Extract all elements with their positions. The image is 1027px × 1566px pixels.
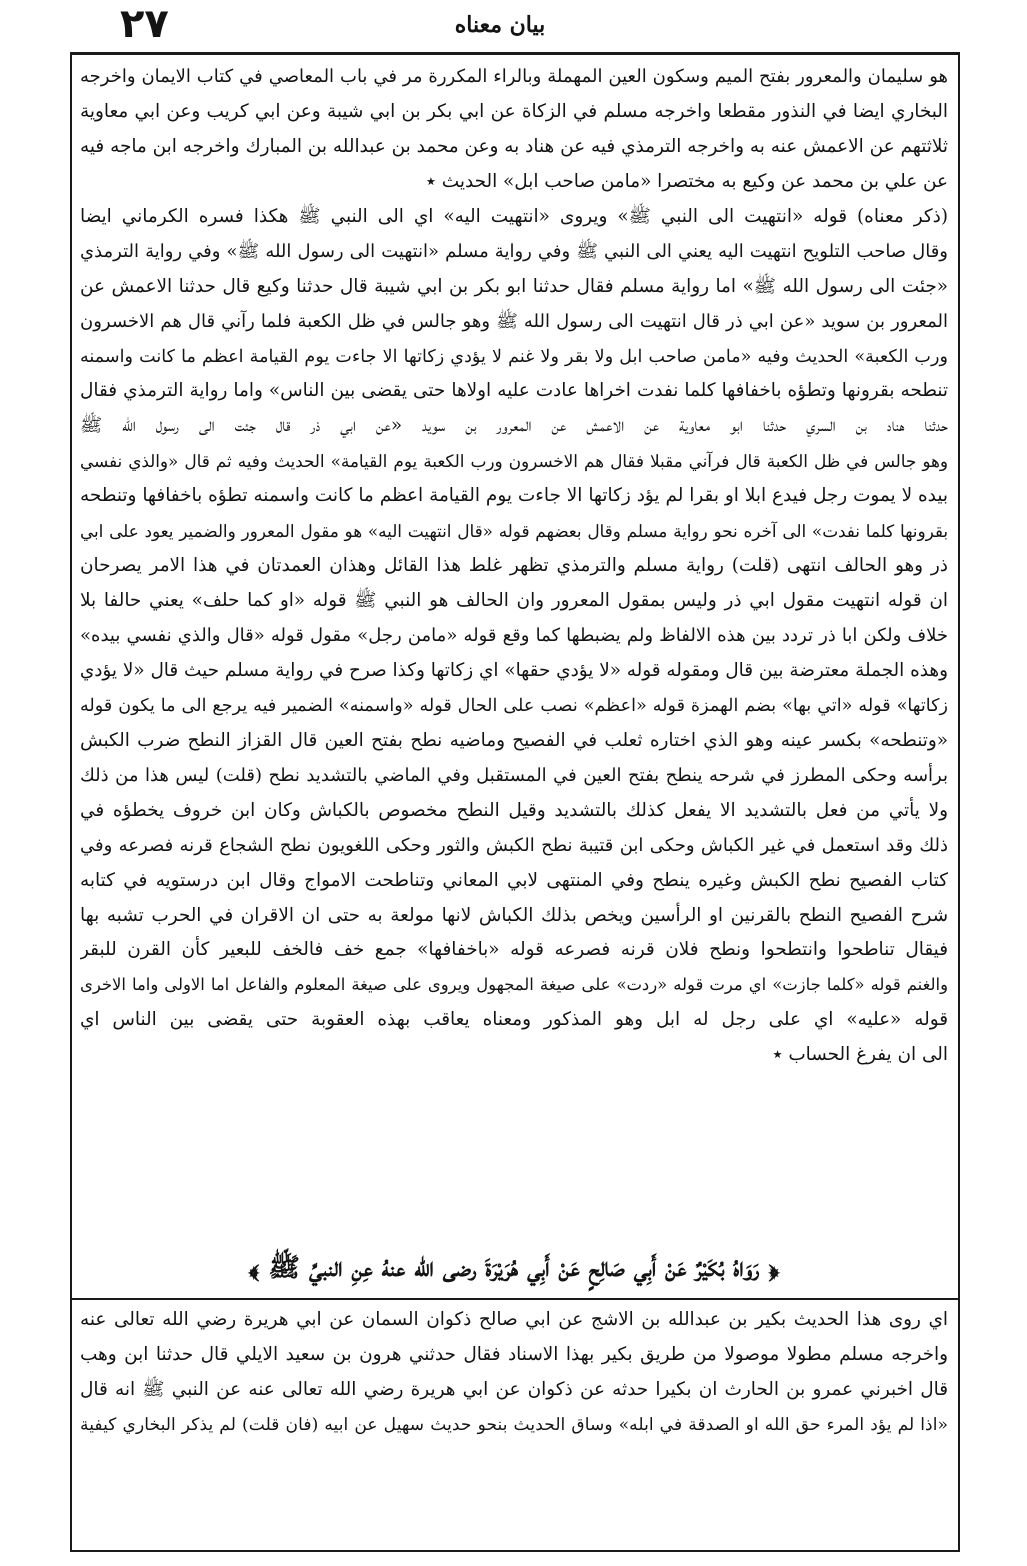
- commentary-line: واخرجه مسلم مطولا موصولا من طريق بكير بهذا الاسناد فقال حدثني هرون بن سعيد الايلي قال حدثنا ابن وهب: [80, 1343, 948, 1365]
- hadith-chain-heading: ﴿ رَوَاهُ بُكَيْرٌ عَنْ أَبِي صَالِحٍ عَنْ أَبِي هُرَيْرَةَ رضى الله عنهُ عِنِ النبيِّ ﷺ ﴾: [248, 1253, 780, 1283]
- commentary-line: والغنم قوله «كلما جازت» اي مرت قوله «ردت» على صيغة المجهول ويروى على صيغة المعلوم والفاعل اما الاولى واما الاخرى: [80, 975, 948, 995]
- commentary-line: ثلاثتهم عن الاعمش عنه به واخرجه الترمذي فيه عن هناد به وعن محمد بن عبدالله بن المبارك واخرجه ابن ماجه فيه: [80, 135, 948, 157]
- commentary-line: اي روى هذا الحديث بكير بن عبدالله بن الاشج عن ابي صالح ذكوان السمان عن ابي هريرة رضي الله تعالى عنه: [80, 1309, 948, 1330]
- section-rule: [72, 1298, 958, 1300]
- chain-commentary-block: [80, 1303, 948, 1443]
- commentary-line: وقال صاحب التلويح انتهيت اليه يعني الى النبي ﷺ وفي رواية مسلم «انتهيت الى رسول الله ﷺ» وفي رواية الترمذي: [80, 240, 948, 262]
- commentary-line: قوله «عليه» اي على رجل له ابل وهو المذكور ومعناه يعاقب بهذه العقوبة حتى يقضى بين الناس اي: [80, 1009, 948, 1031]
- commentary-line: ورب الكعبة» الحديث وفيه «مامن صاحب ابل ولا بقر ولا غنم لا يؤدي زكاتها الا جاءت يوم القيامة اعظم ما كانت واسمنه: [80, 346, 948, 367]
- commentary-line: بيده لا يموت رجل فيدع ابلا او بقرا لم يؤد زكاتها الا جاءت يوم القيامة اعظم ما كانت واسمنه تطؤه باخفافها وتنطحه: [80, 485, 948, 507]
- commentary-line: المعرور بن سويد «عن ابي ذر قال انتهيت الى رسول الله ﷺ وهو جالس في ظل الكعبة فلما رآني قال هم الاخسرون: [80, 310, 948, 332]
- commentary-line: زكاتها» قوله «اتي بها» بضم الهمزة قوله «اعظم» نصب على الحال قوله «واسمنه» الضمير فيه يرجع الى ما يكون قوله: [80, 695, 948, 716]
- commentary-line: «وتنطحه» بكسر عينه وهو الذي اختاره ثعلب في الفصيح وماضيه نطح بفتح العين قال القزاز النطح ضرب الكبش: [80, 729, 948, 751]
- commentary-line: «اذا لم يؤد المرء حق الله او الصدقة في ابله» وساق الحديث بنحو حديث سهيل عن ابيه (فان قلت) لم يذكر البخاري كيفية: [80, 1414, 948, 1435]
- commentary-line: ذر وهو الحالف انتهى (قلت) رواية مسلم والترمذي تظهر غلط هذا القائل وهذان العمدتان في هذا الامر يصرحان: [80, 555, 948, 577]
- commentary-line: وهو جالس في ظل الكعبة قال فرآني مقبلا فقال هم الاخسرون ورب الكعبة يوم القيامة» الحديث وفيه ثم قال «والذي نفسي: [80, 451, 948, 472]
- commentary-line: ذلك وقد استعمل في غير الكباش وحكى ابن قتيبة نطح الكبش والثور وحكى اللغويون نطح الشجاع قرنه فصرعه وفي: [80, 834, 948, 856]
- commentary-line: «جئت الى رسول الله ﷺ» اما رواية مسلم فقال حدثنا ابو بكر بن ابي شيبة قال حدثنا وكيع قال حدثنا الاعمش عن: [80, 275, 948, 297]
- commentary-block: [80, 60, 948, 1073]
- commentary-line: ولا يأتي من فعل بالتشديد الا يفعل كذلك بالتشديد وقيل النطح مخصوص بالكباش وكان ابن خروف يخطؤه في: [80, 799, 948, 821]
- page-number: ٢٧: [120, 1, 169, 47]
- commentary-line: فيقال تناطحوا وانتطحوا ونطح فلان قرنه فصرعه قوله «باخفافها» جمع خف فالخف للبعير كأن القرن للبقر: [80, 939, 948, 961]
- commentary-line: ان قوله انتهيت مقول ابي ذر وليس بمقول المعرور وان الحالف هو النبي ﷺ قوله «او كما حلف» يعني حالفا بلا: [80, 590, 948, 612]
- commentary-line: (ذكر معناه) قوله «انتهيت الى النبي ﷺ» ويروى «انتهيت اليه» اي الى النبي ﷺ هكذا فسره الكرماني ايضا: [80, 205, 948, 227]
- commentary-line: وهذه الجملة معترضة بين قال ومقوله قوله «لا يؤدي حقها» اي زكاتها وكذا صرح في رواية مسلم حيث قال «لا يؤدي: [80, 659, 948, 681]
- commentary-line: شرح الفصيح النطح بالقرنين او الرأسين ويخص بذلك الكباش لانها مولعة به حتى ان الاقران في الحرب تشبه بها: [80, 904, 948, 926]
- commentary-line: هو سليمان والمعرور بفتح الميم وسكون العين المهملة وبالراء المكررة مر في باب المعاصي في كتاب الايمان واخرجه: [80, 66, 948, 87]
- commentary-line: بقرونها كلما نفدت» الى آخره نحو رواية مسلم وقال بعضهم قوله «قال انتهيت اليه» هو مقول المعرور والضمير يعود على ابي: [80, 521, 948, 542]
- commentary-line: الى ان يفرغ الحساب ٭: [772, 1044, 948, 1066]
- commentary-line: قال اخبرني عمرو بن الحارث ان بكيرا حدثه عن ذكوان عن ابي هريرة رضي الله تعالى عنه عن النبي ﷺ انه قال: [80, 1378, 948, 1400]
- commentary-line: خلاف ولكن ابا ذر تردد بين هذه الالفاظ ولم يضبطها كما وقع قوله «مامن رجل» مقول قوله «قال والذي نفسي بيده»: [80, 625, 948, 646]
- commentary-line: حدثنا هناد بن السري حدثنا ابو معاوية عن الاعمش عن المعرور بن سويد «عن ابي ذر قال جئت الى رسول الله ﷺ: [80, 415, 948, 437]
- commentary-line: البخاري ايضا في النذور مقطعا واخرجه مسلم في الزكاة عن ابي بكر بن ابي شيبة وعن ابي كريب وعن ابي معاوية: [80, 100, 948, 122]
- running-title: بيان معناه: [454, 12, 546, 38]
- commentary-line: كتاب الفصيح نطح الكبش وغيره ينطح وفي المنتهى لابي المعاني وتناطحت الامواج وقال ابن درستويه في كتابه: [80, 869, 948, 891]
- commentary-line: عن علي بن محمد عن وكيع به مختصرا «مامن صاحب ابل» الحديث ٭: [425, 170, 948, 192]
- commentary-line: تنطحه بقرونها وتطؤه باخفافها كلما نفدت اخراها عادت عليه اولاها حتى يقضى بين الناس» واما رواية الترمذي فقال: [80, 380, 948, 402]
- commentary-line: برأسه وحكى المطرز في شرحه ينطح بفتح العين في المستقبل وفي الماضي بالتشديد نطح (قلت) ليس هذا من ذلك: [80, 764, 948, 786]
